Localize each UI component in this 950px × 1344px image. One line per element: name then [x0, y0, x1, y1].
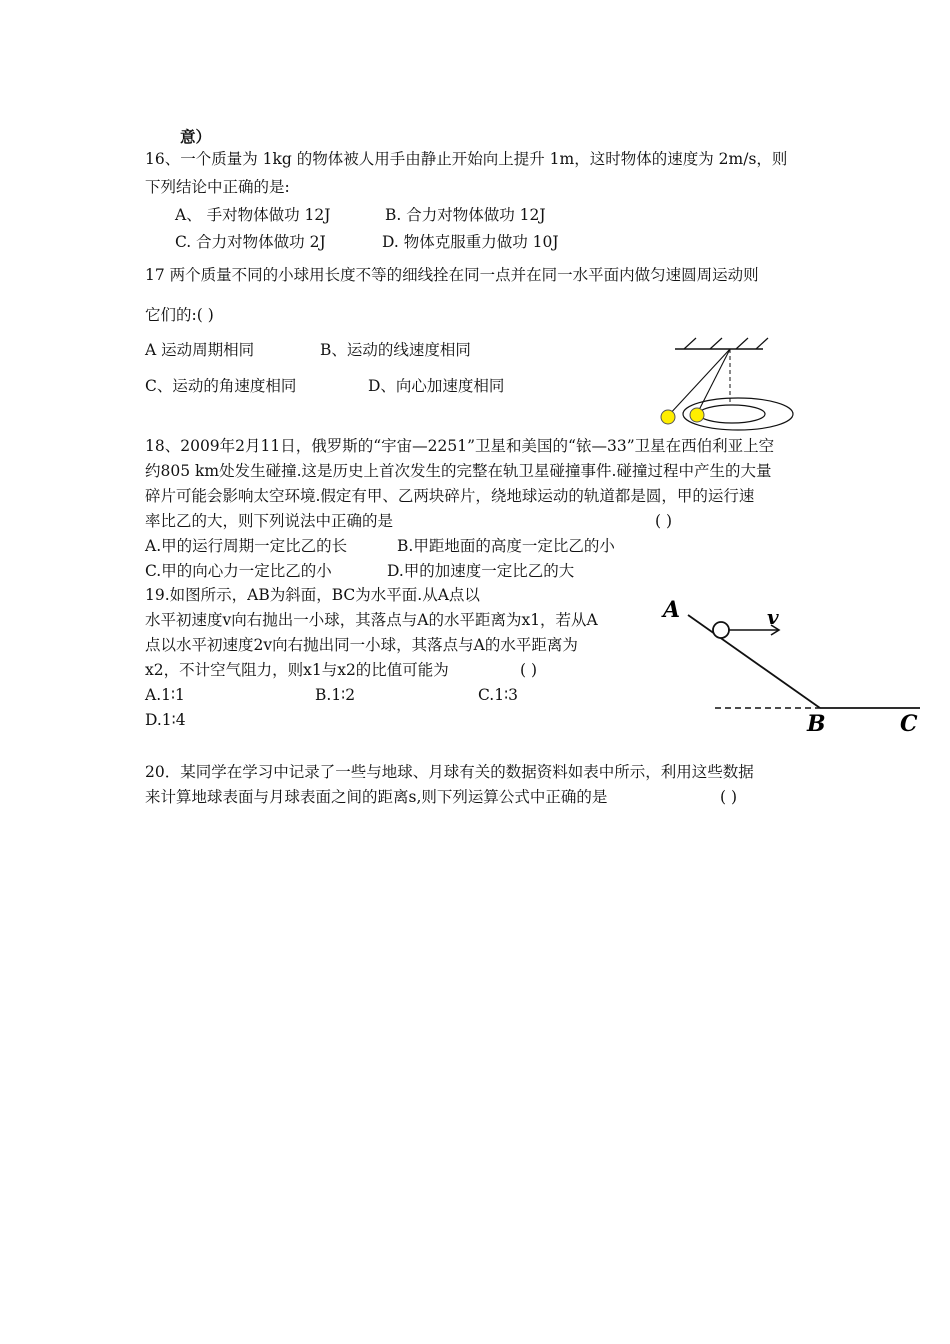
q16-option-c: C. 合力对物体做功 2J	[175, 233, 326, 251]
q19-answer-bracket: ( )	[520, 661, 538, 679]
q17-stem-line-1: 17 两个质量不同的小球用长度不等的细线拴在同一点并在同一水平面内做匀速圆周运动则	[145, 266, 759, 284]
q20-stem-line-2: 来计算地球表面与月球表面之间的距离s,则下列运算公式中正确的是	[145, 788, 608, 806]
q18-stem-line-2: 约805 km处发生碰撞.这是历史上首次发生的完整在轨卫星碰撞事件.碰撞过程中产生的大量	[145, 462, 772, 480]
ceiling-hatch	[710, 338, 722, 349]
q16-option-a: A、 手对物体做功 12J	[175, 206, 331, 224]
q17-option-c: C、运动的角速度相同	[145, 377, 297, 395]
incline-figure	[655, 590, 930, 740]
incline-ab	[688, 615, 820, 708]
q19-stem-line-2: 水平初速度v向右抛出一小球，其落点与A的水平距离为x1，若从A	[145, 611, 598, 629]
q17-stem-line-2: 它们的:( )	[145, 306, 214, 324]
q19-stem-line-3: 点以水平初速度2v向右抛出同一小球，其落点与A的水平距离为	[145, 636, 578, 654]
ceiling-hatch	[684, 338, 696, 349]
q18-stem-line-1: 18、2009年2月11日，俄罗斯的“宇宙—2251”卫星和美国的“铱—33”卫星在西伯利亚上空	[145, 437, 775, 455]
q19-option-a: A.1∶1	[145, 686, 185, 704]
ceiling-hatch	[756, 338, 768, 349]
q18-stem-line-4: 率比乙的大，则下列说法中正确的是	[145, 512, 394, 530]
q16-stem-line-1: 16、一个质量为 1kg 的物体被人用手由静止开始向上提升 1m，这时物体的速度为 2m/s，则	[145, 150, 788, 168]
q16-option-d: D. 物体克服重力做功 10J	[382, 233, 559, 251]
q18-stem-line-3: 碎片可能会影响太空环境.假定有甲、乙两块碎片，绕地球运动的轨道都是圆，甲的运行速	[145, 487, 755, 505]
label-c: C	[900, 711, 918, 737]
q18-option-c: C.甲的向心力一定比乙的小	[145, 562, 332, 580]
q19-stem-line-4: x2，不计空气阻力，则x1与x2的比值可能为	[145, 661, 449, 679]
q20-answer-bracket: ( )	[720, 788, 738, 806]
label-a: A	[663, 597, 681, 623]
inner-orbit	[699, 405, 765, 423]
label-b: B	[807, 711, 826, 737]
q17-option-b: B、运动的线速度相同	[320, 341, 471, 359]
q19-stem-line-1: 19.如图所示，AB为斜面，BC为水平面.从A点以	[145, 586, 480, 604]
label-v: v	[767, 605, 779, 629]
ball-inner	[690, 408, 704, 422]
q18-option-a: A.甲的运行周期一定比乙的长	[145, 537, 348, 555]
q19-option-d: D.1∶4	[145, 711, 186, 729]
ball-outer	[661, 410, 675, 424]
q19-option-b: B.1∶2	[315, 686, 356, 704]
q20-stem-line-1: 20．某同学在学习中记录了一些与地球、月球有关的数据资料如表中所示，利用这些数据	[145, 763, 754, 781]
q18-option-b: B.甲距地面的高度一定比乙的小	[397, 537, 615, 555]
ball	[713, 622, 729, 638]
q16-option-b: B. 合力对物体做功 12J	[385, 206, 546, 224]
q19-option-c: C.1∶3	[478, 686, 518, 704]
ceiling-hatch	[736, 338, 748, 349]
continuation-fragment: 意）	[180, 127, 212, 146]
conical-pendulum-figure	[650, 330, 810, 440]
q17-option-a: A 运动周期相同	[145, 341, 255, 359]
short-string	[697, 349, 730, 414]
q18-option-d: D.甲的加速度一定比乙的大	[387, 562, 575, 580]
q16-stem-line-2: 下列结论中正确的是:	[145, 178, 290, 196]
q18-answer-bracket: ( )	[655, 512, 673, 530]
q17-option-d: D、向心加速度相同	[368, 377, 505, 395]
